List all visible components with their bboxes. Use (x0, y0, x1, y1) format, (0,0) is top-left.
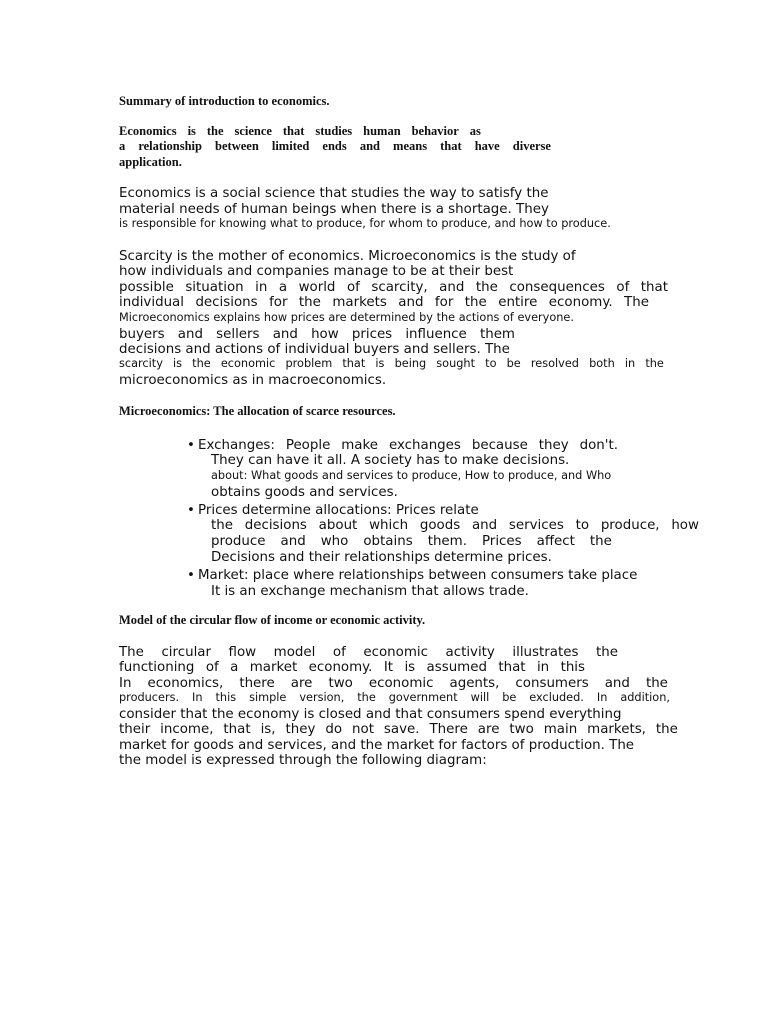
word: the (192, 357, 211, 370)
bullet-continuation (211, 535, 612, 548)
word: be (506, 357, 521, 370)
word: them. (427, 534, 467, 549)
word: illustrates (512, 645, 579, 660)
word: and (280, 534, 306, 549)
word: that (342, 357, 366, 370)
bullet-continuation: It is an exchange mechanism that allows trade. (211, 584, 529, 599)
word: of (616, 280, 630, 295)
paragraph-line (119, 692, 670, 703)
word: and (398, 295, 424, 310)
bullet-continuation: about: What goods and services to produce, How to produce, and Who (211, 469, 612, 482)
word: human (363, 124, 401, 138)
word: ends (322, 139, 347, 153)
paragraph-line: microeconomics as in macroeconomics. (119, 373, 387, 388)
word: income, (160, 722, 214, 737)
word: markets, (587, 722, 646, 737)
word: There (429, 722, 468, 737)
word: there (239, 676, 275, 691)
word: and (604, 676, 630, 691)
word: markets (332, 295, 387, 310)
word: they (285, 722, 316, 737)
word: producers. (119, 691, 180, 704)
bullet-marker: • (187, 438, 195, 453)
word: as (469, 124, 481, 138)
word: that (282, 124, 305, 138)
word: In (192, 691, 203, 704)
bullet-marker: • (187, 503, 195, 518)
bullet-continuation: Decisions and their relationships determine prices. (211, 550, 552, 565)
word: the (211, 518, 233, 533)
word: don't. (579, 438, 618, 453)
word: have (474, 139, 500, 153)
word: the (595, 645, 618, 660)
word: consumers (515, 676, 589, 691)
word: obtains (363, 534, 413, 549)
word: scarcity (119, 357, 163, 370)
word: and (359, 139, 380, 153)
word: being (394, 357, 427, 370)
word: The (624, 295, 649, 310)
word: means (393, 139, 428, 153)
word: sellers (216, 327, 260, 342)
section-heading: Model of the circular flow of income or economic activity. (119, 613, 426, 627)
word: assumed (426, 660, 487, 675)
word: influence (405, 327, 467, 342)
word: exchanges (388, 438, 461, 453)
word: simple (249, 691, 287, 704)
paragraph-line: how individuals and companies manage to be at their best (119, 264, 514, 279)
word: decisions (244, 518, 307, 533)
bullet-item: Market: place where relationships between consumers take place (198, 568, 638, 583)
word: is, (260, 722, 276, 737)
word: individual (119, 295, 184, 310)
word: is (404, 660, 416, 675)
word: to (575, 518, 590, 533)
word: them (479, 327, 515, 342)
word: government (388, 691, 458, 704)
word: goods (419, 518, 461, 533)
word: the (464, 295, 487, 310)
word: do (325, 722, 343, 737)
paragraph-line (119, 296, 649, 309)
word: a (230, 660, 239, 675)
word: decisions (195, 295, 258, 310)
word: the (589, 534, 612, 549)
word: that (640, 280, 668, 295)
word: possible (119, 280, 174, 295)
word: People (285, 438, 331, 453)
word: economic (368, 676, 434, 691)
word: their (119, 722, 151, 737)
word: resolved (530, 357, 579, 370)
paragraph-line (119, 677, 668, 690)
paragraph-line (119, 281, 668, 294)
bullet-continuation (211, 519, 699, 532)
word: in (536, 660, 550, 675)
word: and (471, 518, 498, 533)
word: the (475, 280, 498, 295)
word: not (352, 722, 374, 737)
word: that (223, 722, 251, 737)
word: which (369, 518, 409, 533)
word: two (509, 722, 534, 737)
word: It (383, 660, 394, 675)
word: about (318, 518, 358, 533)
word: prices (351, 327, 393, 342)
word: and (439, 280, 465, 295)
word: world (298, 280, 336, 295)
word: are (290, 676, 313, 691)
word: market (249, 660, 298, 675)
word: consequences (509, 280, 605, 295)
word: and (177, 327, 203, 342)
word: science (234, 124, 272, 138)
word: make (341, 438, 379, 453)
paragraph-line: Economics is a social science that studies the way to satisfy the (119, 186, 549, 201)
paragraph-line: consider that the economy is closed and that consumers spend everything (119, 707, 622, 722)
word: problem (285, 357, 333, 370)
definition-line (119, 125, 481, 138)
word: of (332, 645, 346, 660)
word: is (173, 357, 183, 370)
paragraph-line (119, 661, 585, 674)
word: excluded. (529, 691, 584, 704)
word: are (477, 722, 500, 737)
word: the (357, 691, 376, 704)
paragraph-line (119, 646, 618, 659)
word: in (255, 280, 268, 295)
word: agents, (449, 676, 500, 691)
word: for (269, 295, 288, 310)
word: save. (383, 722, 420, 737)
word: is (375, 357, 385, 370)
word: to (485, 357, 497, 370)
word: functioning (119, 660, 195, 675)
paragraph-line: Scarcity is the mother of economics. Microeconomics is the study of (119, 249, 576, 264)
word: how (671, 518, 699, 533)
paragraph-line (119, 328, 515, 341)
word: economic (220, 357, 276, 370)
definition-line: application. (119, 155, 182, 169)
word: is (187, 124, 196, 138)
bullet-item (198, 439, 618, 452)
word: will (470, 691, 490, 704)
word: because (471, 438, 528, 453)
word: In (119, 676, 132, 691)
word: the (206, 124, 224, 138)
word: this (215, 691, 237, 704)
word: main (543, 722, 578, 737)
word: economic (363, 645, 428, 660)
word: In (596, 691, 608, 704)
word: a (119, 139, 126, 153)
word: the (298, 295, 321, 310)
word: sought (436, 357, 476, 370)
word: how (311, 327, 339, 342)
word: the (645, 357, 664, 370)
word: a (278, 280, 288, 295)
word: two (328, 676, 353, 691)
paragraph-line: Microeconomics explains how prices are determined by the actions of everyone. (119, 311, 574, 324)
paragraph-line: the model is expressed through the following diagram: (119, 753, 487, 768)
word: produce, (600, 518, 660, 533)
word: they (538, 438, 569, 453)
word: scarcity, (371, 280, 428, 295)
word: between (215, 139, 259, 153)
paragraph-line: market for goods and services, and the market for factors of production. The (119, 738, 635, 753)
word: behavior (411, 124, 459, 138)
bullet-marker: • (187, 568, 195, 583)
word: model (273, 645, 316, 660)
word: for (434, 295, 454, 310)
word: services (508, 518, 564, 533)
word: the (655, 722, 678, 737)
word: the (645, 676, 668, 691)
word: Exchanges: (198, 438, 275, 453)
paragraph-line: is responsible for knowing what to produce, for whom to produce, and how to produce. (119, 217, 611, 230)
word: be (502, 691, 517, 704)
word: economy. (548, 295, 613, 310)
word: flow (228, 645, 257, 660)
paragraph-line: decisions and actions of individual buyers and sellers. The (119, 342, 510, 357)
word: and (272, 327, 298, 342)
word: The (119, 645, 144, 660)
paragraph-line (119, 723, 678, 736)
word: activity (445, 645, 495, 660)
word: who (320, 534, 349, 549)
word: situation (185, 280, 244, 295)
word: both (589, 357, 615, 370)
word: economy. (308, 660, 373, 675)
word: that (440, 139, 462, 153)
word: diverse (512, 139, 551, 153)
paragraph-line (119, 358, 664, 369)
word: addition, (620, 691, 670, 704)
word: this (560, 660, 585, 675)
word: relationship (138, 139, 202, 153)
word: studies (315, 124, 353, 138)
bullet-item: Prices determine allocations: Prices relate (198, 503, 479, 518)
word: affect (536, 534, 575, 549)
word: buyers (119, 327, 165, 342)
bullet-continuation: They can have it all. A society has to make decisions. (211, 453, 570, 468)
word: entire (498, 295, 538, 310)
word: in (624, 357, 636, 370)
paragraph-line: material needs of human beings when there is a shortage. They (119, 202, 549, 217)
word: circular (161, 645, 212, 660)
word: limited (271, 139, 310, 153)
definition-line (119, 140, 551, 153)
word: of (346, 280, 360, 295)
doc-title: Summary of introduction to economics. (119, 94, 330, 108)
bullet-continuation: obtains goods and services. (211, 485, 398, 500)
word: of (205, 660, 219, 675)
word: Prices (481, 534, 522, 549)
word: version, (299, 691, 345, 704)
word: Economics (119, 124, 177, 138)
section-heading: Microeconomics: The allocation of scarce resources. (119, 404, 396, 418)
word: economics, (147, 676, 224, 691)
word: that (498, 660, 526, 675)
word: produce (211, 534, 266, 549)
